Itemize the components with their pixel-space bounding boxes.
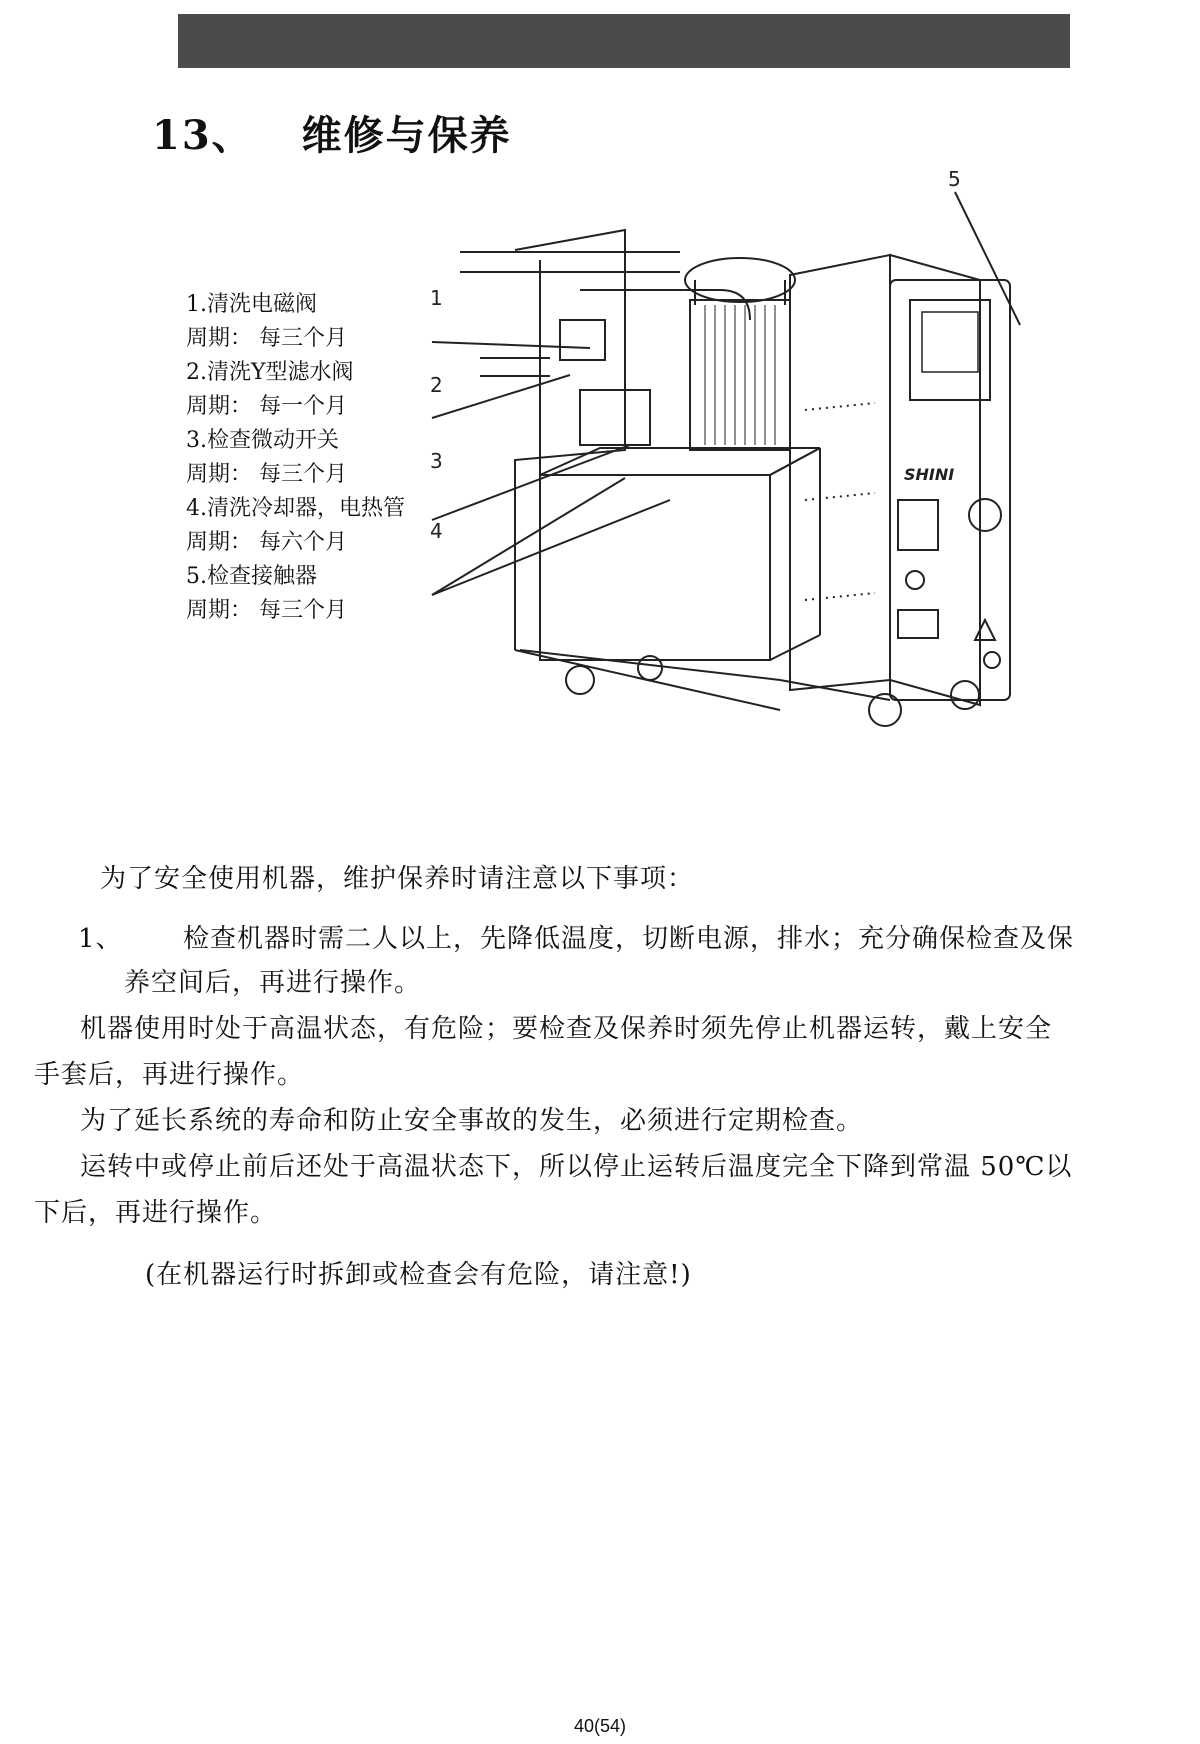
warning-text: (在机器运行时拆卸或检查会有危险，请注意!) [145,1260,692,1290]
main-switch [969,499,1001,531]
indicator-knob [906,571,924,589]
p2-line2: 手套后，再进行操作。 [34,1060,305,1090]
cabinet-side [790,255,890,690]
left-frame [515,230,625,650]
item1-line1: 检查机器时需二人以上，先降低温度，切断电源，排水；充分确保检查及保 [183,924,1075,954]
legend-line: 3.检查微动开关 [186,428,339,453]
legend-line: 1.清洗电磁阀 [186,292,317,317]
leader-line-4a [432,478,625,595]
callout-label: 1 [430,286,443,310]
machine-diagram [420,167,1120,830]
tank [540,475,770,660]
p3-text: 为了延长系统的寿命和防止安全事故的发生，必须进行定期检查。 [80,1106,864,1136]
item1-line2: 养空间后，再进行操作。 [124,968,422,998]
leader-line-1 [432,342,590,348]
pipes [460,252,680,376]
legend-line: 5.检查接触器 [186,564,317,589]
callout-label: 4 [430,519,443,543]
page-number: 40(54) [573,1716,627,1736]
legend-line: 周期： 每一个月 [186,394,347,419]
callout-label: 3 [430,449,443,473]
intro-text: 为了安全使用机器，维护保养时请注意以下事项： [100,864,695,894]
section-number: 13、 [152,112,254,159]
header-bar [178,14,1070,68]
maintenance-legend [186,288,405,628]
solenoid-valve [560,320,605,360]
legend-line: 2.清洗Y型滤水阀 [186,360,354,385]
leader-line-3 [432,445,630,520]
p4-line2: 下后，再进行操作。 [34,1198,278,1228]
section-title [152,104,512,161]
switch-block [580,390,650,445]
callout-label: 2 [430,373,443,397]
p4-line1: 运转中或停止前后还处于高温状态下，所以停止运转后温度完全下降到常温 50℃以 [80,1152,1073,1182]
legend-line: 周期： 每六个月 [186,530,347,555]
label-plate [898,610,938,638]
item-number: 1、 [78,924,123,954]
legend-line: 周期： 每三个月 [186,598,347,623]
machine-logo: SHINI [904,465,955,484]
p2-line1: 机器使用时处于高温状态，有危险；要检查及保养时须先停止机器运转，戴上安全 [80,1014,1053,1044]
leader-line-4b [432,500,670,595]
legend-line: 4.清洗冷却器，电热管 [186,496,405,521]
leader-line-2 [432,375,570,418]
legend-line: 周期： 每三个月 [186,462,347,487]
display-unit [898,500,938,550]
wheel [566,666,594,694]
wheel [951,681,979,709]
legend-line: 周期： 每三个月 [186,326,347,351]
warning-triangle [975,620,995,640]
callout-label: 5 [948,167,961,191]
section-title-text: 维修与保养 [301,112,512,159]
